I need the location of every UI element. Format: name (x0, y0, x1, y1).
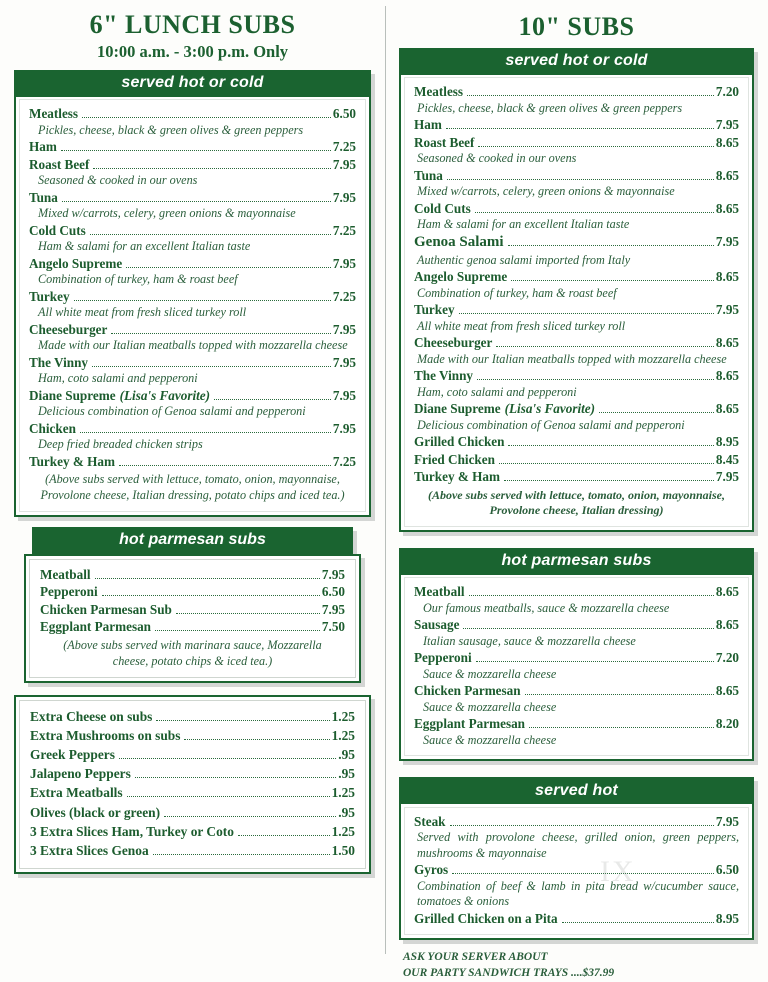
leader-dots (102, 588, 320, 597)
menu-item-row (414, 116, 739, 133)
menu-item-name: Cheeseburger (414, 335, 493, 351)
menu-item-description: Ham, coto salami and pepperoni (38, 371, 198, 386)
menu-item-description: Mixed w/carrots, celery, green onions & mayonnaise (417, 184, 675, 199)
leader-dots (92, 358, 331, 367)
leader-dots (119, 751, 336, 760)
menu-item-price: 7.95 (715, 233, 739, 249)
menu-item-price: 7.20 (715, 650, 739, 666)
right-parmesan-band-label: hot parmesan subs (401, 549, 753, 574)
menu-item-price: 8.65 (715, 200, 739, 216)
right-hot-items-list (404, 807, 749, 936)
menu-item-name: The Vinny (29, 354, 89, 370)
menu-item-row (414, 134, 739, 151)
menu-item-name: Meatball (414, 584, 465, 600)
menu-item-description: Pickles, cheese, black & green olives & green peppers (38, 122, 304, 137)
leader-dots (82, 110, 331, 119)
leader-dots (504, 473, 714, 482)
menu-item-price: 7.95 (715, 813, 739, 829)
menu-item-row (29, 321, 356, 338)
menu-item-description: Delicious combination of Genoa salami and pepperoni (417, 417, 685, 432)
menu-item-name: Pepperoni (414, 650, 472, 666)
column-divider (385, 6, 386, 954)
menu-item-price: 1.50 (331, 842, 355, 858)
menu-item-price: 7.95 (715, 469, 739, 485)
menu-item-name: Meatball (40, 566, 91, 582)
menu-item-name: Eggplant Parmesan (40, 619, 151, 635)
leader-dots (452, 866, 714, 875)
menu-item-name: Turkey & Ham (414, 469, 500, 485)
leader-dots (135, 770, 336, 779)
menu-item-row (414, 200, 739, 217)
menu-item-description: Combination of turkey, ham & roast beef (38, 272, 238, 287)
menu-item-row (414, 813, 739, 830)
left-extras-list (19, 700, 366, 868)
leader-dots (111, 325, 331, 334)
left-cold-subs-box (14, 70, 371, 517)
menu-item-price: 7.95 (715, 302, 739, 318)
menu-item-name: Tuna (414, 167, 443, 183)
menu-item-name: Grilled Chicken (414, 434, 505, 450)
menu-item-row (29, 138, 356, 155)
menu-item-name: Turkey (414, 302, 455, 318)
section-note: (Above subs served with lettuce, tomato, onion, mayonnaise, Provolone cheese, Italian dressing, potato chips and iced tea.) (40, 472, 345, 503)
menu-item-price: 8.65 (715, 134, 739, 150)
menu-item-price: 7.95 (332, 387, 356, 403)
left-parmesan-items-list (29, 559, 356, 678)
leader-dots (214, 391, 331, 400)
leader-dots (93, 160, 330, 169)
leader-dots (508, 438, 713, 447)
menu-item-row (29, 105, 356, 122)
menu-item-price: 7.95 (332, 189, 356, 205)
menu-item-description: Sauce & mozzarella cheese (423, 732, 557, 747)
menu-item-price: 7.95 (715, 117, 739, 133)
menu-item-price: 8.65 (715, 683, 739, 699)
menu-item-name: Grilled Chicken on a Pita (414, 911, 558, 927)
menu-item-description: Authentic genoa salami imported from Italy (417, 252, 631, 267)
right-cold-band-label: served hot or cold (401, 49, 753, 74)
menu-item-row (30, 726, 355, 745)
menu-item-description: Ham, coto salami and pepperoni (417, 384, 577, 399)
menu-item-name: Chicken Parmesan Sub (40, 601, 172, 617)
menu-item-price: 7.95 (332, 156, 356, 172)
leader-dots (450, 817, 714, 826)
menu-item-description: Sauce & mozzarella cheese (423, 666, 557, 681)
menu-item-row (414, 616, 739, 633)
leader-dots (499, 455, 714, 464)
menu-item-row (40, 618, 345, 635)
leader-dots (447, 171, 714, 180)
menu-item-price: 8.65 (715, 335, 739, 351)
menu-item-price: 1.25 (331, 728, 355, 744)
menu-item-name: Genoa Salami (414, 233, 504, 250)
menu-item-price: 7.20 (715, 84, 739, 100)
right-cold-subs-box (399, 48, 754, 532)
menu-item-row (414, 268, 739, 285)
menu-item-price: 7.25 (332, 222, 356, 238)
menu-item-row (29, 387, 356, 404)
menu-item-row (29, 288, 356, 305)
menu-item-name: Sausage (414, 617, 460, 633)
leader-dots (62, 193, 331, 202)
menu-item-row (29, 156, 356, 173)
party-trays-line-2: OUR PARTY SANDWICH TRAYS ....$37.99 (403, 967, 615, 979)
menu-item-price: 8.65 (715, 167, 739, 183)
menu-item-name: Cold Cuts (29, 222, 86, 238)
menu-item-description: Pickles, cheese, black & green olives & green peppers (417, 100, 683, 115)
menu-item-description: Mixed w/carrots, celery, green onions & mayonnaise (38, 205, 296, 220)
leader-dots (529, 720, 714, 729)
menu-item-name: Steak (414, 813, 446, 829)
menu-item-name: Turkey (29, 288, 70, 304)
section-note: (Above subs served with marinara sauce, Mozzarella cheese, potato chips & iced tea.) (63, 637, 322, 668)
menu-item-row (414, 233, 739, 253)
party-trays-note (399, 950, 754, 981)
menu-item-name: Roast Beef (414, 134, 475, 150)
leader-dots (80, 424, 331, 433)
left-parmesan-box (24, 554, 361, 683)
leader-dots (74, 292, 331, 301)
menu-item-row (414, 649, 739, 666)
menu-item-price: 7.50 (321, 619, 345, 635)
menu-item-row (30, 745, 355, 764)
menu-item-price: 8.45 (715, 451, 739, 467)
menu-item-row (30, 783, 355, 802)
leader-dots (599, 405, 714, 414)
leader-dots (478, 138, 713, 147)
menu-item-price: .95 (338, 804, 355, 820)
menu-item-name: Extra Cheese on subs (30, 709, 153, 725)
menu-item-name: 3 Extra Slices Genoa (30, 842, 149, 858)
menu-item-name: Roast Beef (29, 156, 90, 172)
menu-item-description: Made with our Italian meatballs topped with mozzarella cheese (38, 338, 348, 353)
menu-item-name: Extra Meatballs (30, 785, 123, 801)
menu-item-price: 8.65 (715, 617, 739, 633)
menu-item-row (414, 583, 739, 600)
menu-item-description: Combination of beef & lamb in pita bread w/cucumber sauce, tomatoes & onions (417, 878, 739, 909)
leader-dots (562, 914, 714, 923)
left-parmesan-band-label: hot parmesan subs (32, 527, 353, 554)
menu-item-price: 8.65 (715, 401, 739, 417)
menu-item-price: 7.95 (332, 420, 356, 436)
menu-item-description: Deep fried breaded chicken strips (38, 437, 203, 452)
menu-item-name: Angelo Supreme (29, 255, 123, 271)
menu-item-row (29, 453, 356, 470)
menu-item-price: 7.95 (321, 601, 345, 617)
menu-item-row (414, 682, 739, 699)
leader-dots (126, 259, 331, 268)
menu-item-row (414, 451, 739, 468)
leader-dots (155, 623, 320, 632)
menu-item-price: 7.95 (321, 566, 345, 582)
menu-item-price: 8.95 (715, 434, 739, 450)
menu-item-description: Italian sausage, sauce & mozzarella cheese (423, 633, 636, 648)
menu-item-price: .95 (338, 747, 355, 763)
leader-dots (238, 827, 330, 836)
leader-dots (184, 732, 329, 741)
menu-item-row (30, 841, 355, 860)
right-cold-items-list (404, 77, 749, 527)
menu-item-description: Combination of turkey, ham & roast beef (417, 285, 617, 300)
menu-item-name: Greek Peppers (30, 747, 115, 763)
menu-item-price: 8.65 (715, 584, 739, 600)
leader-dots (446, 121, 714, 130)
menu-item-row (29, 354, 356, 371)
menu-item-name: Cheeseburger (29, 321, 108, 337)
menu-item-row (414, 910, 739, 927)
menu-item-name: Pepperoni (40, 584, 98, 600)
lunch-hours-subtitle: 10:00 a.m. - 3:00 p.m. Only (96, 41, 289, 61)
menu-item-name: Eggplant Parmesan (414, 716, 525, 732)
menu-item-name: Extra Mushrooms on subs (30, 728, 181, 744)
party-trays-line-1: ASK YOUR SERVER ABOUT (403, 951, 548, 964)
left-cold-items-list (19, 99, 366, 512)
leader-dots (496, 339, 714, 348)
menu-item-name: Gyros (414, 862, 449, 878)
menu-item-price: 1.25 (331, 785, 355, 801)
leader-dots (119, 457, 331, 466)
leader-dots (127, 789, 330, 798)
leader-dots (164, 808, 336, 817)
right-parmesan-items-list (404, 577, 749, 756)
menu-item-description: Made with our Italian meatballs topped with mozzarella cheese (417, 351, 727, 366)
menu-item-name: 3 Extra Slices Ham, Turkey or Coto (30, 823, 234, 839)
leader-dots (477, 372, 714, 381)
menu-item-row (30, 707, 355, 726)
watermark: IX (600, 855, 636, 888)
menu-item-price: 7.25 (332, 453, 356, 469)
leader-dots (511, 273, 714, 282)
menu-item-price: 1.25 (331, 823, 355, 839)
menu-item-row (29, 189, 356, 206)
leader-dots (463, 621, 713, 630)
menu-item-name: Meatless (414, 84, 464, 100)
menu-item-row (414, 367, 739, 384)
menu-item-price: .95 (338, 766, 355, 782)
page-title-10inch: 10" SUBS (518, 12, 635, 41)
left-column (0, 0, 385, 960)
menu-item-name: Ham (414, 117, 442, 133)
menu-item-price: 7.25 (332, 139, 356, 155)
menu-item-name: Chicken (29, 420, 76, 436)
menu-item-price: 8.65 (715, 269, 739, 285)
menu-item-description: Delicious combination of Genoa salami and pepperoni (38, 404, 306, 419)
menu-item-row (29, 255, 356, 272)
right-hot-band-label: served hot (401, 779, 753, 804)
menu-item-row (29, 222, 356, 239)
menu-item-name: Tuna (29, 189, 58, 205)
leader-dots (467, 88, 714, 97)
menu-item-name: Fried Chicken (414, 451, 495, 467)
menu-item-price: 7.95 (332, 255, 356, 271)
menu-item-name: Diane Supreme (414, 401, 501, 417)
menu-item-row (414, 433, 739, 450)
menu-item-row (414, 861, 739, 878)
menu-item-name: Ham (29, 139, 57, 155)
menu-item-row (414, 468, 739, 485)
menu-item-description: All white meat from fresh sliced turkey roll (38, 305, 247, 320)
menu-item-row (30, 822, 355, 841)
menu-item-favorite-tag: (Lisa's Favorite) (119, 387, 211, 403)
leader-dots (61, 143, 331, 152)
page-title-6inch: 6" LUNCH SUBS (89, 10, 296, 39)
menu-item-row (414, 400, 739, 417)
leader-dots (475, 204, 714, 213)
menu-item-description: Seasoned & cooked in our ovens (417, 151, 577, 166)
left-extras-box (14, 695, 371, 873)
menu-item-favorite-tag: (Lisa's Favorite) (504, 401, 596, 417)
menu-item-row (30, 803, 355, 822)
menu-item-row (414, 167, 739, 184)
leader-dots (508, 237, 714, 246)
menu-item-row (30, 764, 355, 783)
menu-item-price: 8.95 (715, 911, 739, 927)
menu-item-name: Cold Cuts (414, 200, 471, 216)
menu-item-row (414, 715, 739, 732)
menu-item-price: 8.65 (715, 368, 739, 384)
menu-item-row (29, 420, 356, 437)
menu-item-description: Ham & salami for an excellent Italian taste (417, 217, 630, 232)
menu-item-description: All white meat from fresh sliced turkey roll (417, 318, 626, 333)
menu-item-name: Turkey & Ham (29, 453, 115, 469)
menu-item-price: 7.25 (332, 288, 356, 304)
leader-dots (469, 588, 714, 597)
menu-item-description: Served with provolone cheese, grilled onion, green peppers, mushrooms & mayonnaise (417, 830, 739, 860)
leader-dots (176, 605, 320, 614)
menu-item-name: Diane Supreme (29, 387, 116, 403)
menu-item-description: Sauce & mozzarella cheese (423, 699, 557, 714)
right-served-hot-box (399, 777, 754, 940)
leader-dots (525, 687, 714, 696)
menu-item-price: 6.50 (332, 106, 356, 122)
menu-item-row (40, 583, 345, 600)
leader-dots (156, 713, 329, 722)
section-note: (Above subs served with lettuce, tomato, onion, mayonnaise, Provolone cheese, Italian dressing) (427, 487, 725, 518)
leader-dots (476, 654, 714, 663)
menu-item-name: The Vinny (414, 368, 474, 384)
menu-item-row (414, 334, 739, 351)
menu-item-row (414, 301, 739, 318)
menu-item-price: 6.50 (715, 862, 739, 878)
menu-item-description: Seasoned & cooked in our ovens (38, 172, 198, 187)
right-parmesan-box (399, 548, 754, 762)
menu-item-description: Ham & salami for an excellent Italian taste (38, 239, 251, 254)
left-cold-band-label: served hot or cold (16, 71, 370, 96)
menu-item-price: 8.20 (715, 716, 739, 732)
menu-item-row (40, 601, 345, 618)
leader-dots (153, 846, 330, 855)
menu-item-name: Chicken Parmesan (414, 683, 521, 699)
leader-dots (90, 226, 331, 235)
menu-item-name: Angelo Supreme (414, 269, 508, 285)
menu-item-row (40, 566, 345, 583)
leader-dots (95, 570, 320, 579)
menu-item-price: 7.95 (332, 321, 356, 337)
menu-item-row (414, 83, 739, 100)
menu-item-price: 1.25 (331, 709, 355, 725)
menu-item-name: Olives (black or green) (30, 804, 161, 820)
menu-item-price: 6.50 (321, 584, 345, 600)
menu-item-description: Our famous meatballs, sauce & mozzarella cheese (423, 600, 670, 615)
menu-item-name: Jalapeno Peppers (30, 766, 131, 782)
right-column (385, 0, 768, 979)
menu-item-price: 7.95 (332, 354, 356, 370)
leader-dots (459, 306, 714, 315)
menu-item-name: Meatless (29, 106, 79, 122)
